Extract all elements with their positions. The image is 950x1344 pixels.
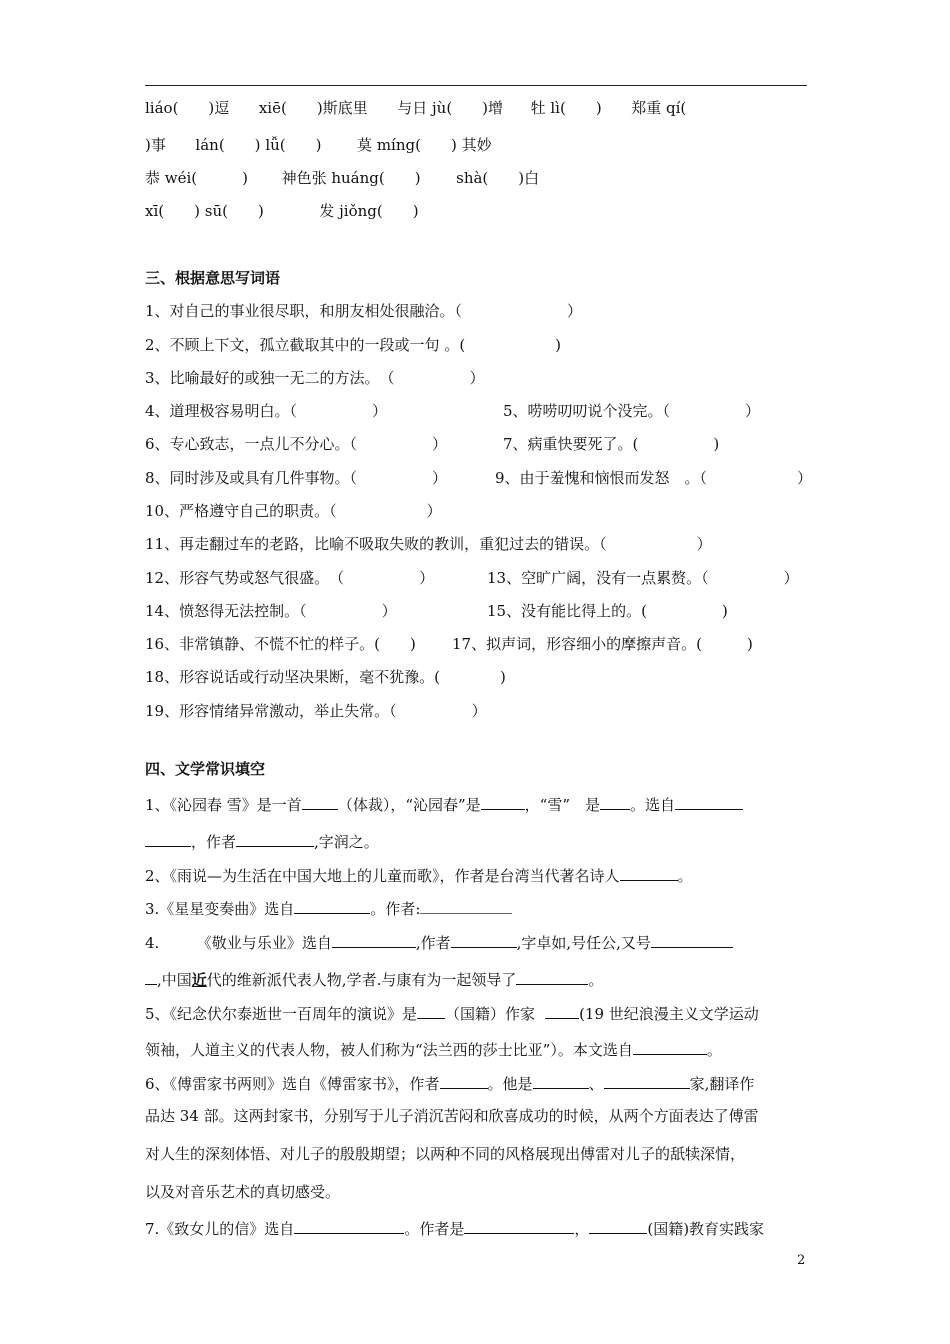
pinyin-item: )事 (145, 136, 166, 154)
section-3-item-19: 19、形容情绪异常激动，举止失常。（ ） (145, 702, 487, 720)
question-5-line-1 (145, 1002, 759, 1024)
answer-blank[interactable] (589, 1217, 647, 1234)
question-text: 1、《沁园春 雪》是一首 (145, 796, 302, 814)
section-3-item-1: 1、对自己的事业很尽职，和朋友相处很融洽。（ ） (145, 302, 583, 320)
answer-blank[interactable] (604, 1072, 690, 1089)
question-text: 、 (588, 1075, 604, 1093)
question-3 (145, 897, 512, 919)
section-3-item-15: 15、没有能比得上的。( ) (487, 602, 728, 620)
answer-blank[interactable] (417, 1002, 445, 1019)
question-text: ,字卓如,号任公,又号 (516, 934, 651, 952)
underlined-word: 近 (191, 971, 207, 989)
answer-blank[interactable] (675, 793, 743, 810)
pinyin-item: liáo( )逗 (145, 99, 230, 117)
answer-blank[interactable] (464, 1217, 574, 1234)
pinyin-row-4 (145, 201, 419, 221)
question-text: ,字润之。 (314, 833, 379, 851)
header-rule (145, 85, 807, 86)
pinyin-item: 神色张 huáng( ) (281, 169, 421, 187)
answer-blank[interactable] (533, 1072, 589, 1089)
section-4-title: 四、文学常识填空 (145, 760, 266, 778)
section-3-item-5: 5、唠唠叨叨说个没完。（ ） (503, 402, 761, 420)
question-text: 。他是 (487, 1075, 533, 1093)
answer-blank[interactable] (420, 897, 512, 914)
question-text: 。 (706, 1041, 722, 1059)
section-3-item-12: 12、形容气势或怒气很盛。 （ ） (145, 569, 435, 587)
pinyin-item: 发 jiǒng( ) (319, 202, 419, 220)
answer-blank[interactable] (620, 864, 678, 881)
question-4-line-1 (145, 931, 733, 953)
pinyin-item: 郑重 qí( (631, 99, 687, 117)
answer-blank[interactable] (633, 1038, 707, 1055)
section-3-item-4: 4、道理极容易明白。（ ） (145, 402, 388, 420)
question-text: ， (574, 1220, 590, 1238)
question-text: 领袖，人道主义的代表人物，被人们称为“法兰西的莎士比亚”）。本文选自 (145, 1041, 633, 1059)
answer-blank[interactable] (651, 931, 733, 948)
question-text: ,作者 (415, 934, 451, 952)
section-3-item-3: 3、比喻最好的或独一无二的方法。 （ ） (145, 369, 485, 387)
section-3-item-10: 10、严格遵守自己的职责。（ ） (145, 502, 442, 520)
answer-blank[interactable] (440, 1072, 488, 1089)
question-text: 。作者是 (404, 1220, 465, 1238)
answer-blank[interactable] (451, 931, 517, 948)
page-number: 2 (797, 1253, 806, 1268)
question-text: （体裁），“沁园春”是 (337, 796, 481, 814)
answer-blank[interactable] (236, 830, 314, 847)
answer-blank[interactable] (294, 897, 370, 914)
section-3-item-6: 6、专心致志，一点儿不分心。（ ） (145, 435, 448, 453)
question-text: 2、《雨说—为生活在中国大地上的儿童而歌》，作者是台湾当代著名诗人 (145, 867, 620, 885)
question-5-line-2 (145, 1038, 722, 1060)
section-3-item-16: 16、非常镇静、不慌不忙的样子。( ) (145, 635, 416, 653)
pinyin-item: lán( ) (195, 136, 261, 154)
section-3-item-2: 2、不顾上下文，孤立截取其中的一段或一句 。( ) (145, 336, 562, 354)
question-text: 代的维新派代表人物,学者.与康有为一起领导了 (206, 971, 517, 989)
question-text: 7.《致女儿的信》选自 (145, 1220, 295, 1238)
answer-blank[interactable] (545, 1002, 579, 1019)
section-3-item-17: 17、拟声词，形容细小的摩擦声音。( ) (452, 635, 753, 653)
section-3-item-11: 11、再走翻过车的老路，比喻不吸取失败的教训，重犯过去的错误。（ ） (145, 535, 712, 553)
pinyin-item: shà( )白 (456, 169, 540, 187)
pinyin-item: 莫 míng( ) (357, 136, 457, 154)
question-text: 。 (677, 867, 693, 885)
section-3-item-18: 18、形容说话或行动坚决果断，毫不犹豫。( ) (145, 668, 506, 686)
answer-blank[interactable] (332, 931, 416, 948)
section-3-item-14: 14、愤怒得无法控制。（ ） (145, 602, 397, 620)
pinyin-row-1 (145, 98, 686, 118)
pinyin-item: 其妙 (461, 136, 492, 154)
pinyin-item: xiē( )斯底里 (258, 99, 368, 117)
question-6-line-3: 对人生的深刻体悟、对儿子的殷殷期望；以两种不同的风格展现出傅雷对儿子的舐犊深情， (145, 1145, 746, 1163)
pinyin-item: xī( ) (145, 202, 200, 220)
answer-blank[interactable] (481, 793, 525, 810)
question-text: 。 (588, 971, 604, 989)
question-1-line-2 (145, 830, 379, 852)
question-text: ,中国 (157, 971, 192, 989)
question-text: 3.《星星变奏曲》选自 (145, 900, 295, 918)
question-text: 。作者: (370, 900, 421, 918)
pinyin-item: 与日 jù( )增 (397, 99, 504, 117)
pinyin-item: 牡 lì( ) (530, 99, 602, 117)
question-7 (145, 1217, 764, 1239)
answer-blank[interactable] (302, 793, 338, 810)
section-3-title: 三、根据意思写词语 (145, 269, 281, 287)
question-6-line-4: 以及对音乐艺术的真切感受。 (145, 1183, 341, 1201)
question-text: 家,翻译作 (689, 1075, 755, 1093)
section-3-item-13: 13、空旷广阔，没有一点累赘。（ ） (487, 569, 799, 587)
answer-blank[interactable] (516, 968, 588, 985)
question-text: ，“雪” 是 (524, 796, 601, 814)
question-4-line-2 (145, 968, 603, 990)
question-text: 5、《纪念伏尔泰逝世一百周年的演说》是 (145, 1005, 418, 1023)
answer-blank[interactable] (145, 830, 191, 847)
question-text: (19 世纪浪漫主义文学运动 (579, 1005, 759, 1023)
question-text: 4. 《敬业与乐业》选自 (145, 934, 332, 952)
section-3-item-7: 7、病重快要死了。( ) (503, 435, 720, 453)
pinyin-row-2 (145, 135, 492, 155)
question-2 (145, 864, 693, 886)
question-text: ，作者 (191, 833, 237, 851)
question-6-line-2: 品达 34 部。这两封家书，分别写于儿子消沉苦闷和欣喜成功的时候，从两个方面表达了傅雷 (145, 1107, 759, 1125)
section-3-item-8: 8、同时涉及或具有几件事物。（ ） (145, 469, 448, 487)
pinyin-item: sū( ) (204, 202, 264, 220)
answer-blank[interactable] (145, 968, 157, 985)
question-text: 6、《傅雷家书两则》选自《傅雷家书》，作者 (145, 1075, 440, 1093)
answer-blank[interactable] (294, 1217, 404, 1234)
pinyin-item: lǚ( ) (265, 136, 322, 154)
question-text: （国籍）作家 (445, 1005, 536, 1023)
question-text: (国籍)教育实践家 (647, 1220, 765, 1238)
section-3-item-9: 9、由于羞愧和恼恨而发怒 。（ ） (495, 469, 813, 487)
question-1-line-1 (145, 793, 743, 815)
question-6-line-1 (145, 1072, 754, 1094)
answer-blank[interactable] (600, 793, 630, 810)
pinyin-item: 恭 wéi( ) (145, 169, 248, 187)
pinyin-row-3 (145, 168, 539, 188)
question-text: 。选自 (630, 796, 676, 814)
